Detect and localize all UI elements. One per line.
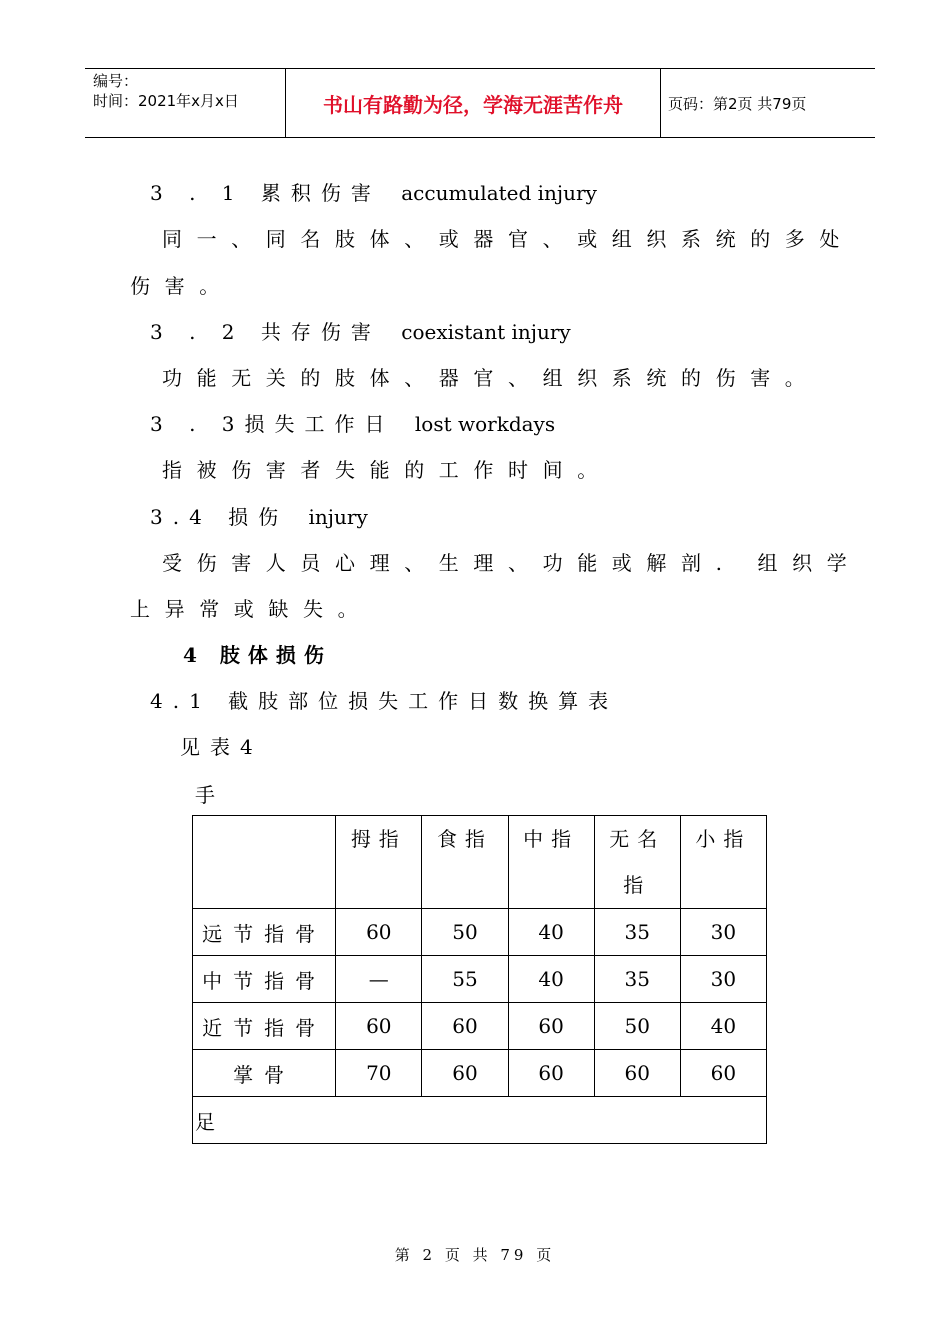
page-header [85,68,875,138]
table-header-cell: 无名 指 [594,816,680,909]
header-motto: 书山有路勤为径，学海无涯苦作舟 [285,69,661,137]
section-3-2-body: 功能无关的肢体、器官、组织系统的伤害。 [162,366,820,390]
table-cell: 35 [594,909,680,956]
table-cell: 30 [680,909,766,956]
table-cell: — [336,956,422,1003]
section-3-2-heading [150,319,571,345]
table-header-wrap: 指 [623,873,652,897]
table-cell: 60 [508,1003,594,1050]
table-cell: 50 [422,909,508,956]
section-4-1-title: 4.1 截肢部位损失工作日数换算表 [150,689,619,713]
table-cell: 50 [594,1003,680,1050]
table-header-cell: 中指 [508,816,594,909]
table-cell: 60 [508,1050,594,1097]
section-3-3-english: lost workdays [414,412,556,436]
section-3-4-body-2: 上异常或缺失。 [130,597,373,621]
section-3-1-heading [150,180,597,206]
time-label: 时间：2021年x月x日 [93,92,239,110]
table-cell: 60 [594,1050,680,1097]
table-cell: 60 [336,909,422,956]
table-cell: 35 [594,956,680,1003]
table-cell: 60 [336,1003,422,1050]
table-header-cell: 拇指 [336,816,422,909]
section-3-3-heading [150,411,555,437]
table-header-cell: 食指 [422,816,508,909]
section-3-1-body-2: 伤害。 [130,274,234,298]
table-cell: 60 [422,1050,508,1097]
table-header-cell: 小指 [680,816,766,909]
header-meta [93,69,283,137]
table-cell: 60 [680,1050,766,1097]
table-header-cell [193,816,336,909]
section-4-title: 4 肢体损伤 [183,643,332,667]
see-table-note: 见表4 [180,735,263,759]
workday-conversion-table [192,815,767,1144]
table-cell: 40 [508,956,594,1003]
hand-label: 手 [195,783,215,807]
section-3-3-body: 指被伤害者失能的工作时间。 [162,458,612,482]
table-row [193,956,767,1003]
table-foot-row [193,1097,767,1144]
section-3-4-heading [150,504,368,530]
table-cell: 40 [680,1003,766,1050]
row-label: 远节指骨 [193,909,336,956]
section-3-3-title: 3 . 3损失工作日 [150,412,395,436]
table-row [193,1050,767,1097]
section-3-2-title: 3 . 2 共存伤害 [150,320,381,344]
row-label: 中节指骨 [193,956,336,1003]
table-header-row [193,816,767,909]
foot-label: 足 [193,1097,767,1144]
table-row [193,1003,767,1050]
row-label: 近节指骨 [193,1003,336,1050]
table-cell: 30 [680,956,766,1003]
section-3-1-title: 3 . 1 累积伤害 [150,181,381,205]
table-cell: 55 [422,956,508,1003]
header-page-info: 页码：第2页 共79页 [668,94,807,113]
section-3-1-english: accumulated injury [401,181,597,205]
footer-page-number: 第 2 页 共 79 页 [394,1246,556,1264]
section-3-1-body-1: 同一、同名肢体、或器官、或组织系统的多处 [162,227,854,251]
table-row [193,909,767,956]
table-cell: 70 [336,1050,422,1097]
section-3-4-body-1: 受伤害人员心理、生理、功能或解剖. 组织学 [162,551,862,575]
row-label: 掌骨 [193,1050,336,1097]
section-3-4-english: injury [308,505,368,529]
section-3-4-title: 3.4 损伤 [150,505,289,529]
section-3-2-english: coexistant injury [401,320,571,344]
number-label: 编号： [93,72,139,90]
page-footer [0,1244,950,1265]
table-cell: 60 [422,1003,508,1050]
table-cell: 40 [508,909,594,956]
